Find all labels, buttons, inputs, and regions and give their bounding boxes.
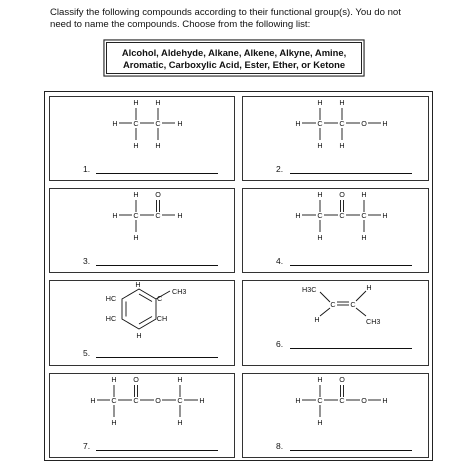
instructions <box>50 7 450 30</box>
svg-text:H: H <box>317 98 323 107</box>
svg-text:HC: HC <box>105 314 117 323</box>
svg-text:C: C <box>155 211 161 220</box>
svg-text:H: H <box>112 211 118 220</box>
svg-text:H: H <box>339 141 345 150</box>
svg-text:O: O <box>155 396 161 405</box>
svg-text:C: C <box>177 396 183 405</box>
question-4-answer-line[interactable] <box>290 265 412 266</box>
svg-text:H: H <box>90 396 96 405</box>
svg-text:H: H <box>155 98 161 107</box>
question-6-structure <box>238 276 432 369</box>
svg-text:H: H <box>177 418 183 427</box>
svg-text:H: H <box>317 418 323 427</box>
question-6-number: 6. <box>276 339 284 349</box>
question-7-number: 7. <box>83 441 91 451</box>
svg-text:C: C <box>317 396 323 405</box>
svg-text:H: H <box>382 119 388 128</box>
question-5-structure <box>45 276 238 369</box>
functional-group-list-line-2: Aromatic, Carboxylic Acid, Ester, Ether, or Ketone <box>122 59 346 70</box>
question-3-number: 3. <box>83 256 91 266</box>
compound-grid <box>44 91 433 461</box>
question-2-number: 2. <box>276 164 284 174</box>
svg-text:HC: HC <box>105 294 117 303</box>
svg-text:H: H <box>295 119 301 128</box>
question-5-answer-line[interactable] <box>96 357 218 358</box>
svg-text:H3C: H3C <box>302 285 317 294</box>
svg-text:H: H <box>295 211 301 220</box>
functional-group-list <box>106 42 362 74</box>
svg-text:H: H <box>111 418 117 427</box>
svg-text:H: H <box>366 283 372 292</box>
svg-text:H: H <box>136 331 142 340</box>
svg-text:H: H <box>111 375 117 384</box>
svg-text:H: H <box>133 190 139 199</box>
svg-text:H: H <box>317 141 323 150</box>
svg-text:C: C <box>317 119 323 128</box>
question-6-answer-line[interactable] <box>290 348 412 349</box>
question-6-cell <box>238 276 432 369</box>
svg-text:O: O <box>361 119 367 128</box>
svg-text:O: O <box>361 396 367 405</box>
svg-text:CH: CH <box>156 314 168 323</box>
question-7-cell <box>45 369 238 461</box>
svg-text:H: H <box>112 119 118 128</box>
svg-text:O: O <box>155 190 161 199</box>
svg-text:H: H <box>317 190 323 199</box>
svg-text:H: H <box>155 141 161 150</box>
svg-text:CH3: CH3 <box>366 317 381 326</box>
svg-text:H: H <box>339 98 345 107</box>
svg-text:H: H <box>133 233 139 242</box>
question-1-structure <box>45 92 238 184</box>
question-1-answer-line[interactable] <box>96 173 218 174</box>
functional-group-list-line-1: Alcohol, Aldehyde, Alkane, Alkene, Alkyne, Amine, <box>121 47 347 58</box>
question-2-answer-line[interactable] <box>290 173 412 174</box>
svg-text:C: C <box>157 294 163 303</box>
svg-text:O: O <box>339 375 345 384</box>
svg-text:C: C <box>111 396 117 405</box>
svg-text:C: C <box>155 119 161 128</box>
svg-text:H: H <box>199 396 205 405</box>
svg-text:C: C <box>133 211 139 220</box>
question-4-number: 4. <box>276 256 284 266</box>
question-2-structure <box>238 92 432 184</box>
question-3-cell <box>45 184 238 276</box>
svg-text:C: C <box>361 211 367 220</box>
question-8-answer-line[interactable] <box>290 450 412 451</box>
svg-text:C: C <box>133 119 139 128</box>
svg-text:H: H <box>177 119 183 128</box>
svg-text:C: C <box>350 300 356 309</box>
question-3-answer-line[interactable] <box>96 265 218 266</box>
question-2-cell <box>238 92 432 184</box>
svg-text:H: H <box>177 375 183 384</box>
question-5-cell <box>45 276 238 369</box>
question-8-number: 8. <box>276 441 284 451</box>
question-7-structure <box>45 369 238 461</box>
svg-text:H: H <box>361 233 367 242</box>
svg-text:H: H <box>361 190 367 199</box>
svg-text:C: C <box>133 396 139 405</box>
svg-text:CH3: CH3 <box>172 287 187 296</box>
svg-text:H: H <box>135 280 141 289</box>
svg-text:H: H <box>382 211 388 220</box>
svg-text:O: O <box>339 190 345 199</box>
question-4-structure <box>238 184 432 276</box>
question-8-structure <box>238 369 432 461</box>
svg-text:C: C <box>317 211 323 220</box>
question-1-cell <box>45 92 238 184</box>
svg-text:H: H <box>314 315 320 324</box>
svg-text:C: C <box>339 119 345 128</box>
svg-text:C: C <box>330 300 336 309</box>
svg-text:H: H <box>133 98 139 107</box>
question-4-cell <box>238 184 432 276</box>
svg-text:H: H <box>317 233 323 242</box>
svg-text:H: H <box>317 375 323 384</box>
svg-text:C: C <box>339 396 345 405</box>
svg-text:H: H <box>133 141 139 150</box>
question-8-cell <box>238 369 432 461</box>
question-1-number: 1. <box>83 164 91 174</box>
svg-text:H: H <box>295 396 301 405</box>
svg-text:O: O <box>133 375 139 384</box>
question-5-number: 5. <box>83 348 91 358</box>
question-7-answer-line[interactable] <box>96 450 218 451</box>
svg-text:H: H <box>177 211 183 220</box>
question-3-structure <box>45 184 238 276</box>
instructions-line-2: need to name the compounds. Choose from the following list: <box>50 18 311 30</box>
svg-text:H: H <box>382 396 388 405</box>
instructions-line-1: Classify the following compounds according to their functional group(s). You do not <box>50 7 401 18</box>
svg-text:C: C <box>339 211 345 220</box>
